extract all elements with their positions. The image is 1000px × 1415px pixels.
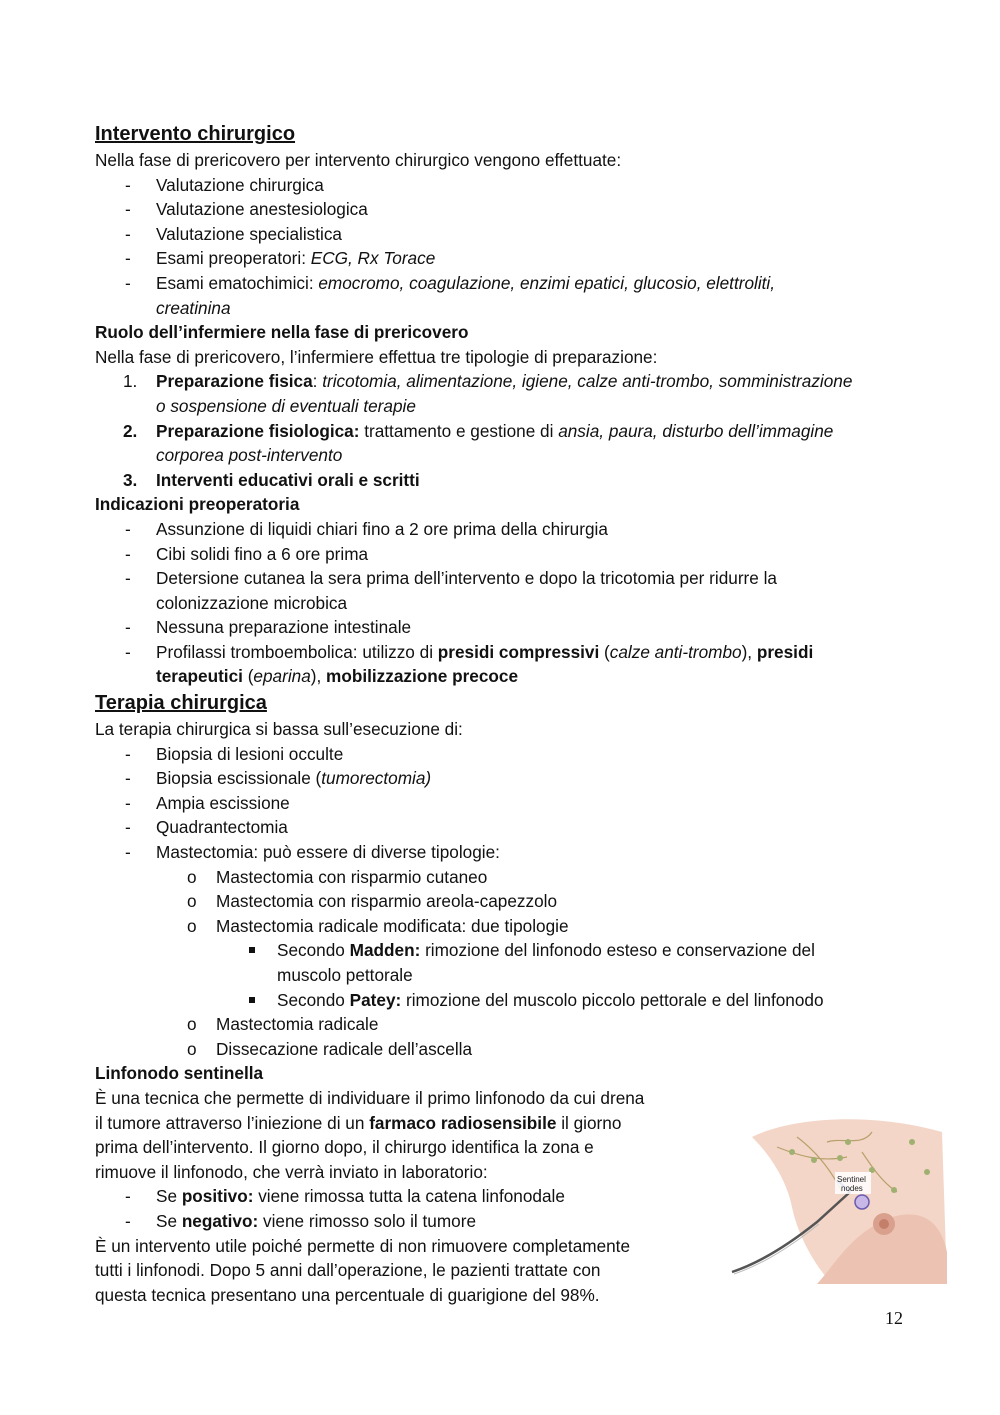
sentinel-node-illustration	[722, 1112, 947, 1284]
sub-sub-list-item: Secondo Patey: rimozione del muscolo piccolo pettorale e del linfonodo	[95, 988, 910, 1013]
list-item: - Biopsia escissionale (tumorectomia)	[95, 766, 910, 791]
paragraph-conclusione: È un intervento utile poiché permette di non rimuovere completamente tutti i linfonodi. Dopo 5 anni dall’operazione, le pazienti trattate con questa tecnica presentano una percentuale di guarigione del 98%.	[95, 1235, 631, 1305]
item-number: 2.	[123, 420, 138, 441]
list-item: - Valutazione specialistica	[95, 222, 910, 247]
circle-marker: o	[187, 1014, 197, 1035]
list-item: - Detersione cutanea la sera prima dell’intervento e dopo la tricotomia per ridurre la colonizzazione microbica	[125, 568, 777, 613]
numbered-item: 2. Preparazione fisiologica: trattamento e gestione di ansia, paura, disturbo dell’immagine corporea post-intervento	[123, 420, 834, 466]
sub-list-item: o Mastectomia con risparmio cutaneo	[95, 865, 910, 890]
list-item: - Valutazione anestesiologica	[95, 197, 910, 222]
square-bullet-icon	[249, 947, 255, 953]
dash-marker: -	[125, 223, 131, 244]
numbered-item: 1. Preparazione fisica: tricotomia, alimentazione, igiene, calze anti-trombo, somministrazione o sospensione di eventuali terapie	[123, 371, 853, 416]
dash-marker: -	[125, 543, 131, 564]
section-title-terapia: Terapia chirurgica	[95, 692, 267, 715]
circle-marker: o	[187, 915, 197, 936]
dash-marker: -	[125, 1210, 131, 1231]
intro-paragraph: Nella fase di prericovero, l’infermiere effettua tre tipologie di preparazione:	[95, 346, 658, 367]
figure-label-line2: nodes	[841, 1184, 863, 1193]
list-item: - Se positivo: viene rimossa tutta la catena linfonodale	[95, 1184, 910, 1209]
list-item: - Quadrantectomia	[95, 815, 910, 840]
dash-marker: -	[125, 248, 131, 269]
list-item: - Valutazione chirurgica	[95, 173, 910, 198]
dash-marker: -	[125, 174, 131, 195]
item-number: 1.	[123, 371, 138, 392]
list-item: - Cibi solidi fino a 6 ore prima	[95, 542, 910, 567]
list-item: - Profilassi tromboembolica: utilizzo di presidi compressivi (calze anti-trombo), presidi terapeutici (eparina), mobilizzazione precoce	[125, 641, 814, 687]
sub-list-item: o Mastectomia radicale modificata: due tipologie	[95, 914, 910, 939]
figure-label-line1: Sentinel	[837, 1175, 866, 1184]
dash-marker: -	[125, 272, 131, 293]
dash-marker: -	[125, 641, 131, 662]
heading-ruolo-infermiere: Ruolo dell’infermiere nella fase di prericovero	[95, 322, 469, 343]
dash-marker: -	[125, 617, 131, 638]
circle-marker: o	[187, 866, 197, 887]
paragraph-linfonodo: È una tecnica che permette di individuare il primo linfonodo da cui drena il tumore attraverso l’iniezione di un farmaco radiosensibile il giorno prima dell’intervento. Il giorno dopo, il chirurgo identifica la zona e rimuove il linfonodo, che verrà inviato in laboratorio:	[95, 1087, 645, 1182]
list-item: - Mastectomia: può essere di diverse tipologie:	[95, 840, 910, 865]
sub-list-item: o Mastectomia con risparmio areola-capezzolo	[95, 889, 910, 914]
square-bullet-icon	[249, 997, 255, 1003]
list-item: - Esami ematochimici: emocromo, coagulazione, enzimi epatici, glucosio, elettroliti, creatinina	[125, 272, 776, 318]
intro-paragraph: Nella fase di prericovero per intervento chirurgico vengono effettuate:	[95, 150, 622, 170]
dash-marker: -	[125, 199, 131, 220]
intro-paragraph: La terapia chirurgica si bassa sull’esecuzione di:	[95, 719, 463, 740]
dash-marker: -	[125, 792, 131, 813]
dash-marker: -	[125, 842, 131, 863]
dash-marker: -	[125, 518, 131, 539]
sub-sub-list-item: Secondo Madden: rimozione del linfonodo esteso e conservazione del muscolo pettorale	[95, 938, 910, 987]
numbered-item: 3. Interventi educativi orali e scritti	[95, 468, 910, 493]
sub-list-item: o Mastectomia radicale	[95, 1012, 910, 1037]
circle-marker: o	[187, 1038, 197, 1059]
dash-marker: -	[125, 568, 131, 589]
sub-list-item: o Dissecazione radicale dell’ascella	[95, 1037, 910, 1062]
list-item: - Esami preoperatori: ECG, Rx Torace	[95, 246, 910, 271]
page-number: 12	[885, 1308, 903, 1328]
list-item: - Assunzione di liquidi chiari fino a 2 ore prima della chirurgia	[95, 517, 910, 542]
circle-marker: o	[187, 891, 197, 912]
list-item: - Nessuna preparazione intestinale	[95, 615, 910, 640]
list-item: - Biopsia di lesioni occulte	[95, 742, 910, 767]
item-number: 3.	[123, 469, 138, 490]
section-title-intervento: Intervento chirurgico	[95, 123, 296, 145]
dash-marker: -	[125, 743, 131, 764]
dash-marker: -	[125, 1186, 131, 1207]
heading-linfonodo-sentinella: Linfonodo sentinella	[95, 1063, 264, 1084]
list-item: - Ampia escissione	[95, 791, 910, 816]
dash-marker: -	[125, 768, 131, 789]
heading-indicazioni: Indicazioni preoperatoria	[95, 494, 300, 515]
list-item: - Se negativo: viene rimosso solo il tumore	[95, 1209, 910, 1234]
dash-marker: -	[125, 817, 131, 838]
